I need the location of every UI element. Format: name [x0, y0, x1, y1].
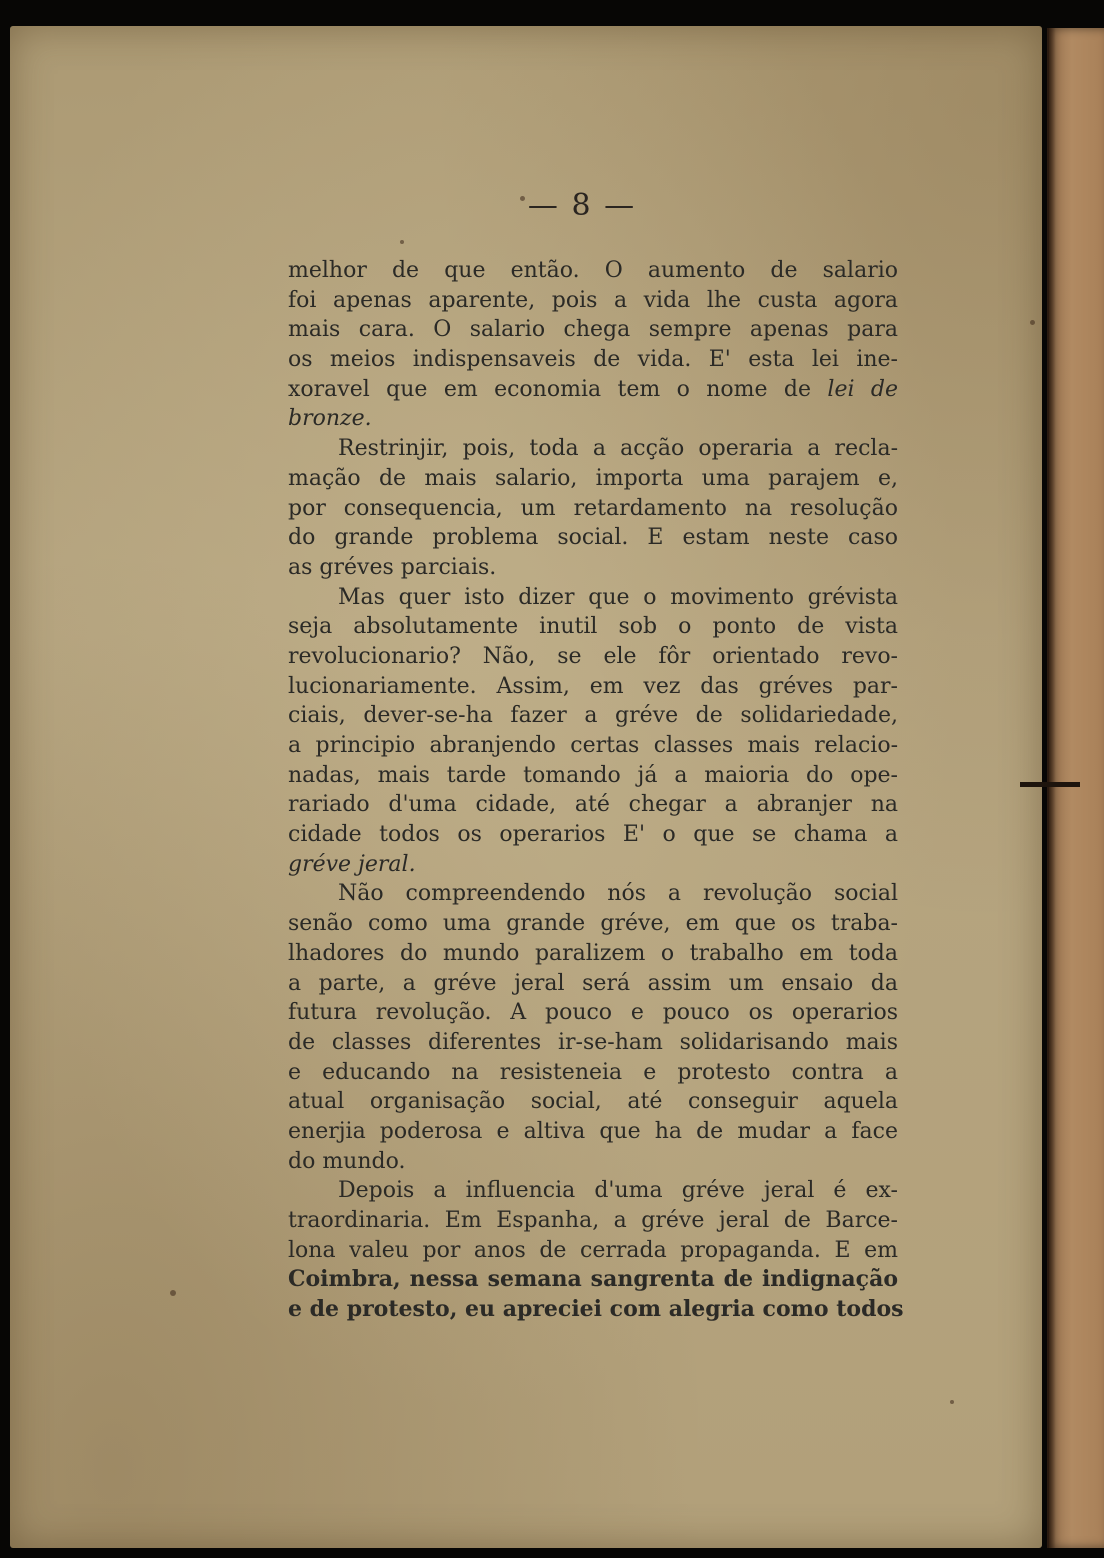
text-line-content: cidade todos os operarios E' o que se chama a [288, 822, 898, 848]
text-line [288, 1295, 904, 1325]
text-line [288, 879, 898, 909]
text-line [288, 909, 898, 939]
text-line-content: de classes diferentes ir-se-ham solidarisando mais [288, 1029, 898, 1055]
text-line-content: Coimbra, nessa semana sangrenta de indignação [288, 1266, 898, 1293]
text-line-content: revolucionario? Não, se ele fôr orientado revo- [288, 643, 898, 669]
text-line-content: do grande problema social. E estam neste caso [288, 525, 898, 551]
text-line-content: enerjia poderosa e altiva que ha de mudar a face [288, 1118, 898, 1144]
text-line-content: senão como uma grande gréve, em que os traba- [288, 911, 898, 937]
italic-term: lei de [827, 376, 898, 402]
text-line-content: lhadores do mundo paralizem o trabalho em toda [288, 940, 898, 966]
paper-speck [1030, 320, 1035, 325]
text-line [288, 256, 898, 286]
text-line-content: futura revolução. A pouco e pouco os operarios [288, 1000, 898, 1026]
italic-term: bronze. [288, 406, 372, 432]
text-line-content: seja absolutamente inutil sob o ponto de vista [288, 614, 898, 640]
text-line-content: por consequencia, um retardamento na resolução [288, 495, 898, 521]
text-line [288, 1028, 898, 1058]
text-line-content: as gréves parciais. [288, 554, 497, 580]
text-line [288, 1236, 898, 1266]
adjacent-page-edge [1047, 28, 1104, 1548]
text-line [288, 642, 898, 672]
paper-speck [170, 1290, 176, 1296]
text-line [288, 464, 898, 494]
text-line-content: foi apenas aparente, pois a vida lhe custa agora [288, 287, 898, 313]
text-line [288, 1117, 898, 1147]
text-line-content: melhor de que então. O aumento de salario [288, 258, 898, 283]
text-line-content: Restrinjir, pois, toda a acção operaria a recla- [338, 436, 898, 462]
text-line-content: xoravel que em economia tem o nome de [288, 376, 812, 402]
text-line [288, 731, 898, 761]
text-line-content: e de protesto, eu apreciei com alegria como todos [288, 1296, 904, 1323]
text-line [288, 850, 898, 880]
text-line [288, 1147, 898, 1177]
text-line [288, 404, 898, 434]
text-line [288, 969, 898, 999]
italic-term: gréve jeral. [288, 851, 416, 877]
text-line [288, 701, 898, 731]
text-line [288, 553, 898, 583]
text-line-content: mais cara. O salario chega sempre apenas para [288, 317, 898, 343]
text-line [288, 1206, 898, 1236]
text-line-content: mação de mais salario, importa uma parajem e, [288, 465, 898, 491]
text-line [288, 315, 898, 345]
text-line-content: Não compreendendo nós a revolução social [338, 881, 898, 907]
text-line [288, 375, 898, 405]
text-line [288, 345, 898, 375]
text-line [288, 1058, 898, 1088]
text-line-content: do mundo. [288, 1148, 406, 1174]
paper-speck [400, 240, 404, 244]
text-line-content: a parte, a gréve jeral será assim um ensaio da [288, 970, 898, 996]
body-text [288, 256, 904, 1325]
text-line [288, 434, 898, 464]
text-line [288, 1265, 898, 1295]
text-line-content: Mas quer isto dizer que o movimento grévista [338, 584, 898, 610]
text-line [288, 820, 898, 850]
text-line [288, 998, 898, 1028]
text-line [288, 583, 898, 613]
text-line [288, 761, 898, 791]
binding-mark [1020, 782, 1080, 787]
text-line-content: Depois a influencia d'uma gréve jeral é ex- [338, 1178, 898, 1204]
text-line-content: a principio abranjendo certas classes mais relacio- [288, 733, 898, 758]
text-line [288, 939, 898, 969]
text-line [288, 523, 898, 553]
text-line-content: os meios indispensaveis de vida. E' esta lei ine- [288, 347, 898, 373]
text-line [288, 1176, 898, 1206]
page-number: — 8 — [527, 188, 637, 223]
text-line [288, 790, 898, 820]
text-line-content: nadas, mais tarde tomando já a maioria do ope- [288, 762, 898, 788]
text-line-content: e educando na resisteneia e protesto contra a [288, 1059, 898, 1085]
text-line-content: ciais, dever-se-ha fazer a gréve de solidariedade, [288, 703, 898, 729]
text-line [288, 494, 898, 524]
text-line [288, 672, 898, 702]
text-line-content: lona valeu por anos de cerrada propaganda. E em [288, 1237, 898, 1263]
text-line-content: lucionariamente. Assim, em vez das gréves par- [288, 673, 898, 699]
text-line [288, 612, 898, 642]
paper-speck [950, 1400, 954, 1404]
text-line [288, 1087, 898, 1117]
text-line-content: rariado d'uma cidade, até chegar a abranjer na [288, 792, 898, 818]
text-line [288, 286, 898, 316]
text-line-content: atual organisação social, até conseguir aquela [288, 1089, 898, 1115]
text-line-content: traordinaria. Em Espanha, a gréve jeral de Barce- [288, 1208, 898, 1233]
